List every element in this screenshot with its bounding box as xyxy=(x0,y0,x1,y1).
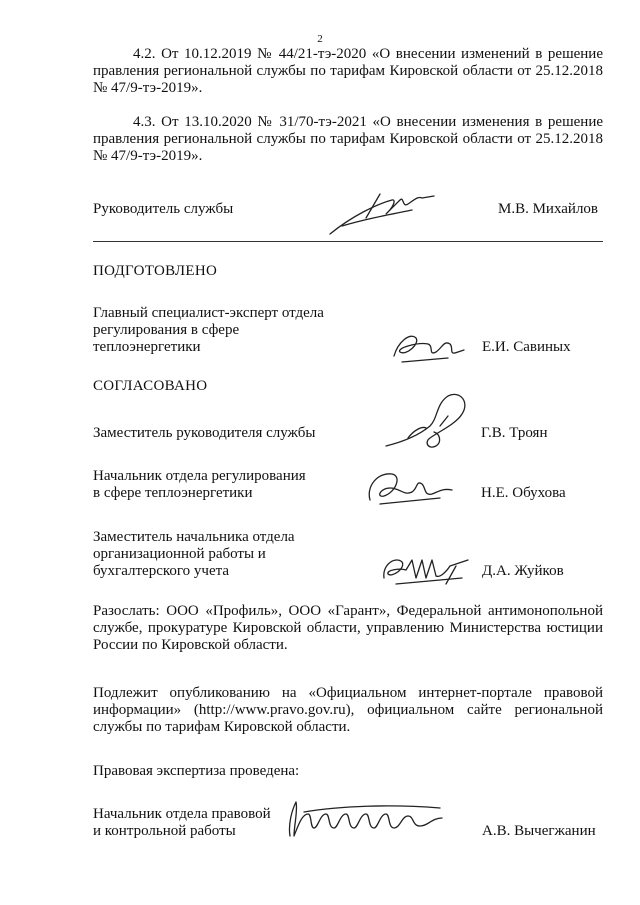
publication-paragraph: Подлежит опубликованию на «Официальном интернет-портале правовой информации» (http://www.pravo.gov.ru), официальном сайте региональной службы по тарифам Кировской области. xyxy=(93,685,603,735)
prepared-name: Е.И. Савиных xyxy=(482,339,571,355)
legal-review-position-line-2: и контрольной работы xyxy=(93,823,236,839)
page-number: 2 xyxy=(317,33,323,45)
clause-4-3-text: 4.3. От 13.10.2020 № 31/70-тэ-2021 «О внесении изменения в решение правления региональной службы по тарифам Кировской области от 25.12.2018 № 47/9-тэ-2019». xyxy=(93,114,603,164)
clause-4-3 xyxy=(93,114,603,165)
agreed-signer-3-position-line-1: Заместитель начальника отдела xyxy=(93,529,295,545)
divider-line xyxy=(93,241,603,242)
agreed-signer-2-position-line-1: Начальник отдела регулирования xyxy=(93,468,306,484)
clause-4-2-text: 4.2. От 10.12.2019 № 44/21-тэ-2020 «О внесении изменений в решение правления региональной службы по тарифам Кировской области от 25.12.2018 № 47/9-тэ-2019». xyxy=(93,46,603,96)
prepared-position-line-3: теплоэнергетики xyxy=(93,339,201,355)
legal-review-statement: Правовая экспертиза проведена: xyxy=(93,763,300,779)
agreed-signer-1-name: Г.В. Троян xyxy=(481,425,548,441)
agreed-signer-3-signature xyxy=(376,548,476,592)
agreed-signer-2-position-line-2: в сфере теплоэнергетики xyxy=(93,485,253,501)
agreed-signer-1-signature xyxy=(378,386,488,461)
agreed-signer-1-position: Заместитель руководителя службы xyxy=(93,425,316,441)
head-name: М.В. Михайлов xyxy=(498,201,599,217)
prepared-signature xyxy=(388,322,468,370)
distribution-paragraph: Разослать: ООО «Профиль», ООО «Гарант», Федеральной антимонопольной службе, прокуратуре Кировской области, управлению Министерства юстиции России по Кировской области. xyxy=(93,603,603,653)
agreed-signer-3-position-line-2: организационной работы и xyxy=(93,546,266,562)
legal-review-signature xyxy=(280,796,450,846)
agreed-signer-2-signature xyxy=(360,464,460,514)
head-position: Руководитель службы xyxy=(93,201,234,217)
agreed-signer-2-name: Н.Е. Обухова xyxy=(481,485,566,501)
legal-review-position-line-1: Начальник отдела правовой xyxy=(93,806,271,822)
agreed-heading: СОГЛАСОВАНО xyxy=(93,378,208,394)
head-signature xyxy=(322,186,442,241)
clause-4-2 xyxy=(93,46,603,97)
prepared-heading: ПОДГОТОВЛЕНО xyxy=(93,263,218,279)
prepared-position-line-2: регулирования в сфере xyxy=(93,322,240,338)
agreed-signer-3-position-line-3: бухгалтерского учета xyxy=(93,563,230,579)
agreed-signer-3-name: Д.А. Жуйков xyxy=(482,563,564,579)
legal-review-name: А.В. Вычегжанин xyxy=(482,823,596,839)
prepared-position-line-1: Главный специалист-эксперт отдела xyxy=(93,305,324,321)
